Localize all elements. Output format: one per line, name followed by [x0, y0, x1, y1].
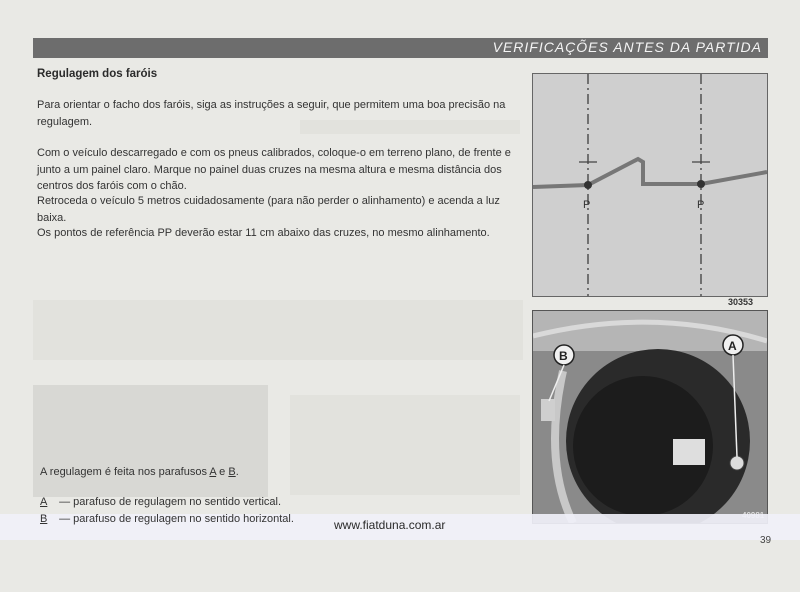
- caption-text: .: [235, 466, 239, 478]
- section-header-title: VERIFICAÇÕES ANTES DA PARTIDA: [492, 39, 762, 55]
- legend-letter: B: [40, 513, 48, 525]
- headlight-aiming-diagram: [532, 73, 768, 297]
- paragraph: Os pontos de referência PP deverão estar 11 cm abaixo das cruzes, no mesmo alinhamento.: [37, 227, 490, 239]
- legend-item-a: [40, 496, 281, 508]
- faded-background-image: [33, 385, 268, 497]
- left-reference-point: [584, 181, 592, 189]
- section-title: Regulagem dos faróis: [37, 68, 158, 80]
- caption-text: A regulagem é feita nos parafusos: [40, 466, 210, 478]
- legend-item-b: [40, 513, 294, 525]
- caption-letter-a: A: [209, 466, 217, 478]
- right-reference-point: [697, 180, 705, 188]
- bleed-through: [290, 395, 520, 495]
- label-b: B: [559, 349, 568, 363]
- caption-text: e: [216, 466, 229, 478]
- headlight-photo-svg: [533, 311, 767, 523]
- aiming-diagram-svg: [533, 74, 767, 296]
- paragraph: Com o veículo descarregado e com os pneus calibrados, coloque-o em terreno plano, de frente e junto a um painel claro. Marque no painel duas cruzes na mesma altura e mesma distância dos centros dos faróis com o chão.: [37, 147, 511, 192]
- bleed-through: [33, 300, 523, 360]
- paragraph: Retroceda o veículo 5 metros cuidadosamente (para não perder o alinhamento) e acenda a luz baixa.: [37, 195, 500, 224]
- caption-letter-b: B: [228, 466, 236, 478]
- left-p-label: P: [583, 199, 591, 211]
- paragraph: Para orientar o facho dos faróis, siga as instruções a seguir, que permitem uma boa precisão na regulagem.: [37, 99, 506, 128]
- label-a: A: [728, 339, 737, 353]
- right-p-label: P: [697, 199, 705, 211]
- page-number: 39: [760, 535, 772, 546]
- headlight-adjustment-photo: [532, 310, 768, 524]
- screw-a: [730, 456, 744, 470]
- figure-number: 30353: [728, 297, 754, 307]
- adjustment-caption: [40, 466, 239, 478]
- connector: [673, 439, 705, 465]
- legend-text: — parafuso de regulagem no sentido vertical.: [59, 496, 282, 508]
- legend-letter: A: [40, 496, 48, 508]
- section-header-bar: [33, 38, 768, 58]
- screw-b: [541, 399, 555, 421]
- legend-text: — parafuso de regulagem no sentido horizontal.: [59, 513, 294, 525]
- website-url[interactable]: www.fiatduna.com.ar: [334, 518, 446, 532]
- beam-cutoff-line: [533, 159, 767, 187]
